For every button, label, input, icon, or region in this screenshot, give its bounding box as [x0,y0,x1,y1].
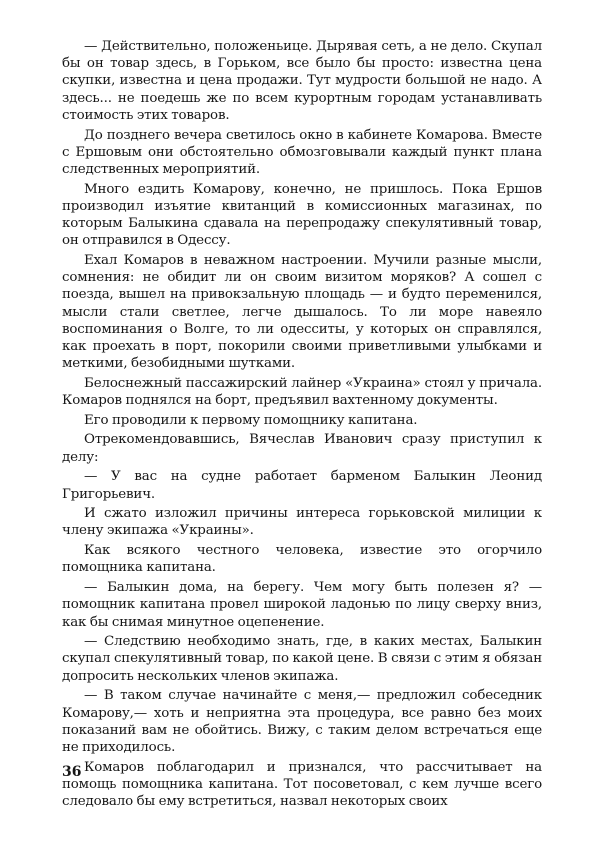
paragraph: Белоснежный пассажирский лайнер «Украина» стоял у причала. Комаров поднялся на борт, предъявил вахтенному документы. [62,375,542,409]
paragraph: Ехал Комаров в неважном настроении. Мучили разные мысли, сомнения: не обидит ли он своим визитом моряков? А сошел с поезда, вышел на привокзальную площадь — и будто переменился, мысли стали светлее, легче дышалось. То ли море навеяло воспоминания о Волге, то ли одесситы, у которых он справлялся, как проехать в порт, покорили своими приветливыми улыбками и меткими, безобидными шутками. [62,252,542,372]
paragraph: — В таком случае начинайте с меня,— предложил собеседник Комарову,— хоть и неприятна эта процедура, все равно без моих показаний вам не обойтись. Вижу, с таким делом встречаться еще не приходилось. [62,688,542,755]
page-number: 36 [62,764,82,780]
paragraph: Как всякого честного человека, известие это огорчило помощника капитана. [62,543,542,576]
paragraph: Много ездить Комарову, конечно, не пришлось. Пока Ершов производил изъятие квитанций в комиссионных магазинах, по которым Балыкина сдавала на перепродажу спекулятивный товар, он отправился в Одессу. [62,181,542,249]
paragraph: — Следствию необходимо знать, где, в каких местах, Балыкин скупал спекулятивный товар, по какой цене. В связи с этим я обязан допросить нескольких членов экипажа. [62,634,542,684]
paragraph: Его проводили к первому помощнику капитана. [84,412,418,428]
paragraph: Отрекомендовавшись, Вячеслав Иванович сразу приступил к делу: [62,432,542,465]
paragraph: И сжато изложил причины интереса горьковской милиции к члену экипажа «Украины». [62,506,542,539]
paragraph: — Балыкин дома, на берегу. Чем могу быть полезен я? — помощник капитана провел широкой ладонью по лицу сверху вниз, как бы снимая минутное оцепенение. [62,580,542,630]
paragraph: До позднего вечера светилось окно в кабинете Комарова. Вместе с Ершовым они обстоятельно обмозговывали каждый пункт плана следственных мероприятий. [62,127,542,177]
paragraph: Комаров поблагодарил и признался, что рассчитывает на помощь помощника капитана. Тот посоветовал, с кем лучше всего следовало бы ему встретиться, назвал некоторых своих [62,759,542,810]
paragraph: — У вас на судне работает барменом Балыкин Леонид Григорьевич. [62,469,542,502]
paragraph: — Действительно, положеньице. Дырявая сеть, а не дело. Скупал бы он товар здесь, в Горьком, все было бы просто: известна цена скупки, известна и цена продажи. Тут мудрости большой не надо. А здесь... не поедешь же по всем курортным городам устанавливать стоимость этих товаров. [62,39,542,123]
page-text [62,38,542,813]
